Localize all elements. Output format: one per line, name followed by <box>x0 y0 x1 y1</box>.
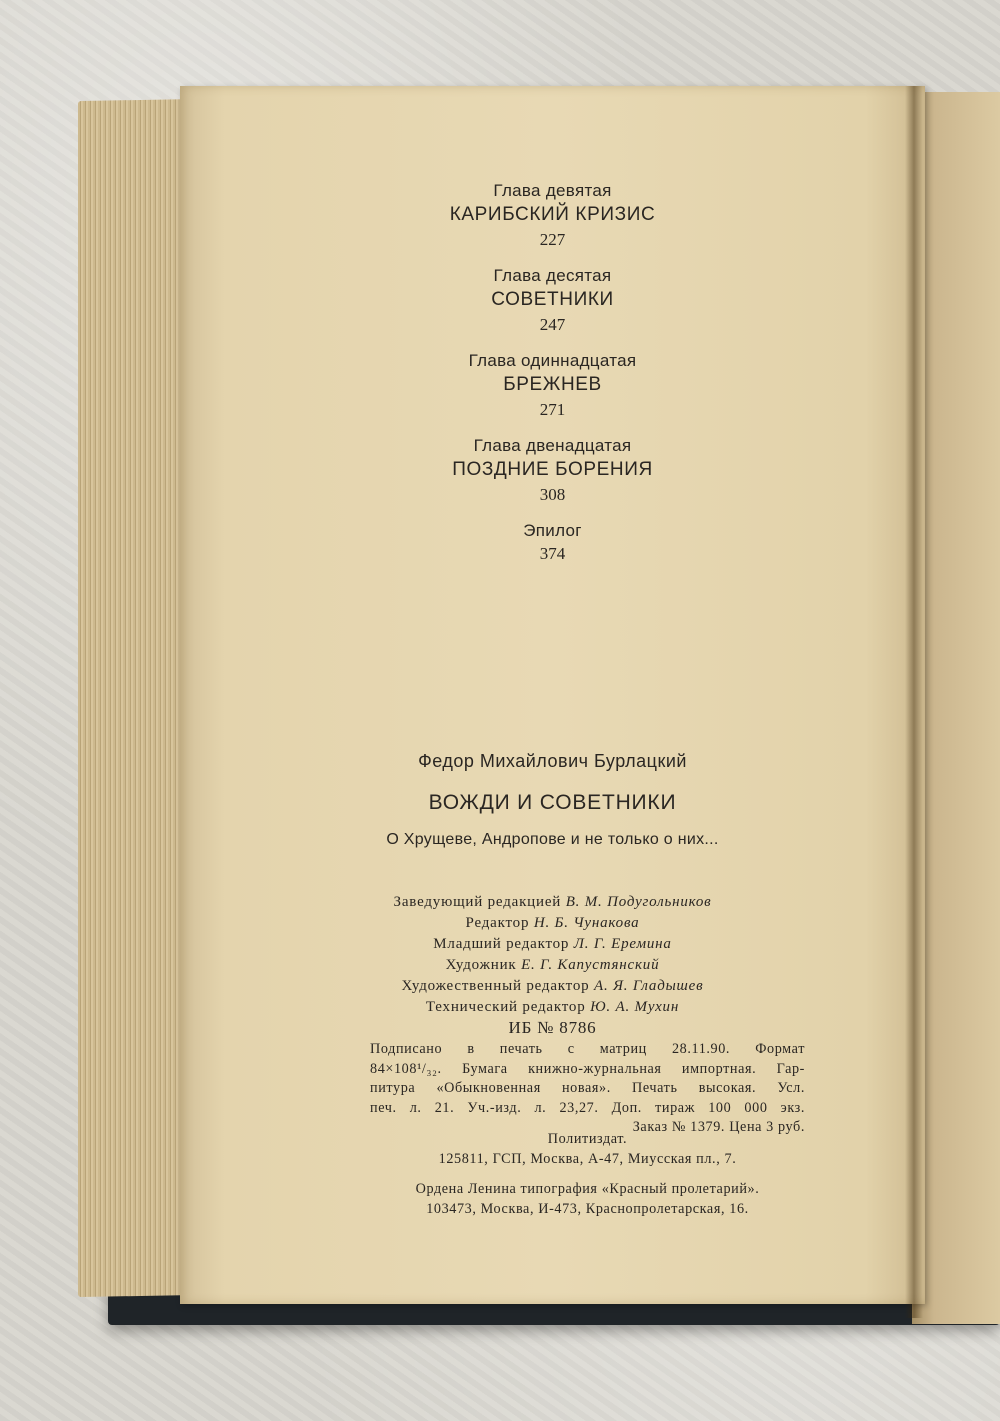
chapter-number: Глава десятая <box>493 266 612 285</box>
publisher-info <box>370 1130 805 1169</box>
imprint-line: питура «Обыкновенная новая». Печать высокая. Усл. <box>370 1080 805 1096</box>
toc-entry <box>180 350 925 422</box>
chapter-number: Глава двенадцатая <box>473 436 632 455</box>
credit-role: Художник <box>445 957 517 973</box>
credit-line <box>180 913 925 934</box>
credit-name: Л. Г. Еремина <box>573 936 672 952</box>
chapter-page: 271 <box>539 400 566 419</box>
imprint-line: печ. л. 21. Уч.-изд. л. 23,27. Доп. тираж 100 000 экз. <box>370 1099 805 1116</box>
credit-role: Технический редактор <box>425 999 586 1015</box>
chapter-page: 247 <box>539 315 566 334</box>
imprint-line: Подписано в печать с матриц 28.11.90. Формат <box>370 1041 805 1057</box>
chapter-title: БРЕЖНЕВ <box>503 374 602 395</box>
credit-name: Е. Г. Капустянский <box>521 957 660 973</box>
chapter-page: 374 <box>539 544 566 563</box>
toc-entry <box>180 520 925 566</box>
book-title: ВОЖДИ И СОВЕТНИКИ <box>428 791 677 814</box>
chapter-title: ПОЗДНИЕ БОРЕНИЯ <box>452 459 653 480</box>
toc-entry <box>180 180 925 252</box>
toc-entry <box>180 435 925 507</box>
toc-entry <box>180 265 925 337</box>
credit-line <box>180 955 925 976</box>
credit-role: Редактор <box>465 915 530 931</box>
publisher-name: Политиздат. <box>547 1131 628 1147</box>
credit-name: А. Я. Гладышев <box>594 978 704 994</box>
imprint-line: 84×108¹/₃₂. Бумага книжно-журнальная импортная. Гар- <box>370 1060 805 1077</box>
page-content <box>180 86 925 1304</box>
publisher-address: 125811, ГСП, Москва, А-47, Миусская пл., 7. <box>438 1150 737 1167</box>
chapter-title: СОВЕТНИКИ <box>491 289 614 310</box>
credit-line <box>180 976 925 997</box>
chapter-title: КАРИБСКИЙ КРИЗИС <box>449 204 656 225</box>
facing-page <box>912 92 1000 1324</box>
credit-role: Заведующий редакцией <box>393 894 562 910</box>
credit-name: В. М. Подугольников <box>565 894 712 910</box>
chapter-number: Глава одиннадцатая <box>468 351 637 370</box>
table-of-contents <box>180 180 925 579</box>
imprint-block <box>370 1040 805 1138</box>
credit-line <box>180 934 925 955</box>
author-name: Федор Михайлович Бурлацкий <box>418 751 687 771</box>
credits <box>180 892 925 1018</box>
printer-name: Ордена Ленина типография «Красный пролетарий». <box>415 1181 760 1197</box>
credit-role: Младший редактор <box>433 936 570 952</box>
chapter-number: Глава девятая <box>493 181 612 200</box>
credit-role: Художественный редактор <box>401 978 590 994</box>
chapter-page: 227 <box>539 230 566 249</box>
chapter-page: 308 <box>539 485 566 504</box>
imprint-line: Заказ № 1379. Цена 3 руб. <box>632 1119 805 1135</box>
printer-info <box>370 1180 805 1219</box>
credit-line <box>180 997 925 1018</box>
printer-address: 103473, Москва, И-473, Краснопролетарская, 16. <box>426 1200 749 1217</box>
ib-number: ИБ № 8786 <box>508 1018 597 1037</box>
credit-name: Н. Б. Чунакова <box>533 915 640 931</box>
chapter-number: Эпилог <box>523 521 582 540</box>
credit-name: Ю. А. Мухин <box>590 999 680 1015</box>
book-subtitle: О Хрущеве, Андропове и не только о них... <box>386 831 719 848</box>
credit-line <box>180 892 925 913</box>
